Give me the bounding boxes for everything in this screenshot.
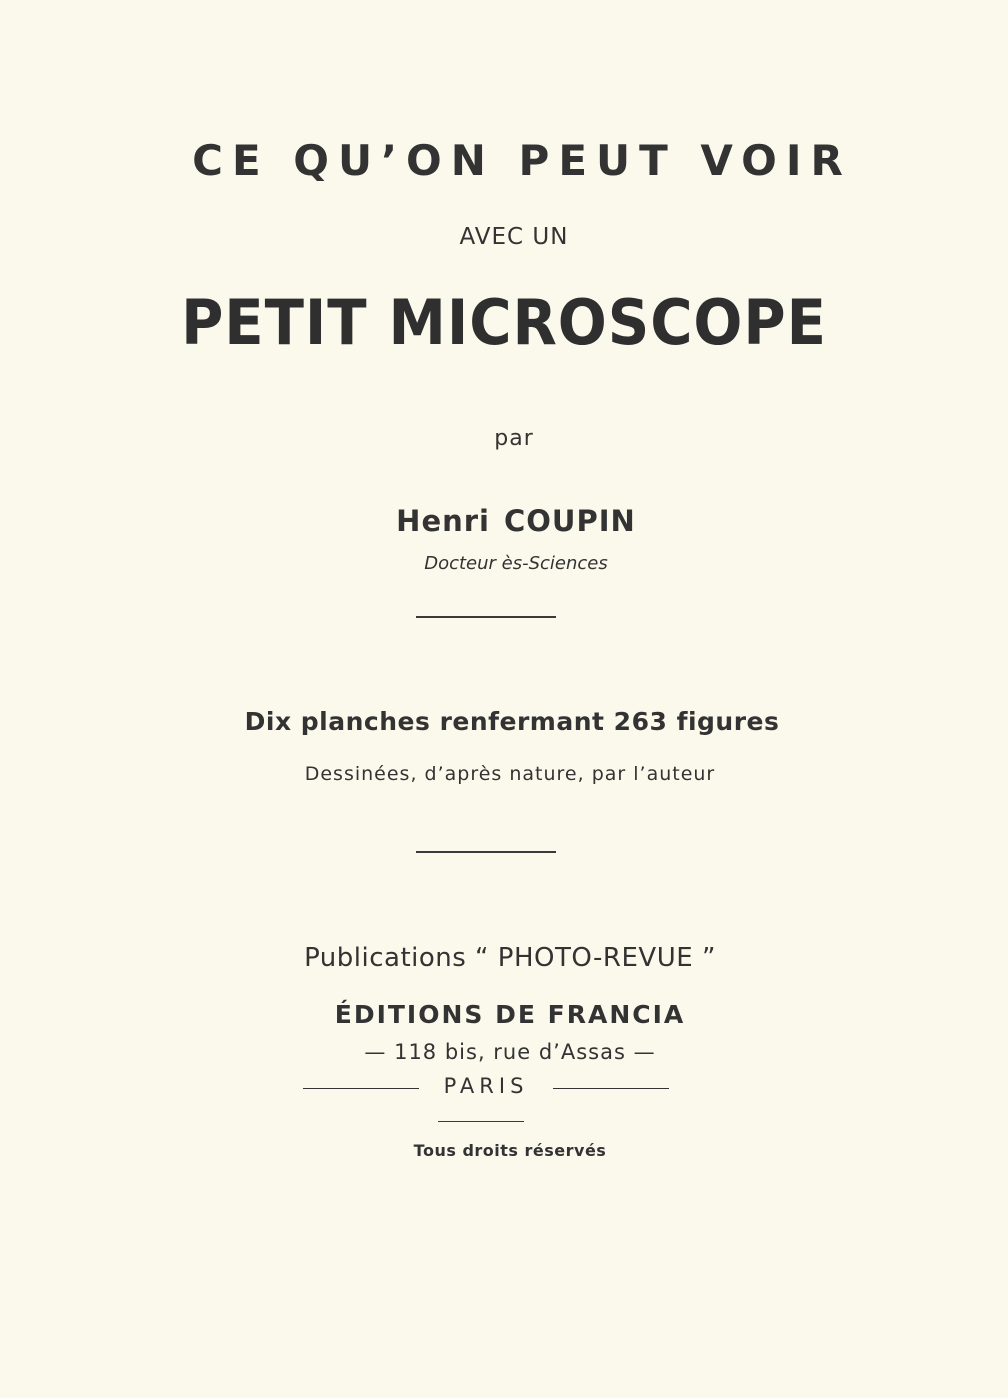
publisher-address: — 118 bis, rue d’Assas — [364,1040,656,1064]
city-rule-right [553,1088,669,1089]
publisher-city-row [0,1074,1008,1104]
title-main: PETIT MICROSCOPE [181,286,827,359]
divider-rule [416,616,556,618]
divider-rule [438,1121,524,1122]
title-line-2: AVEC UN [459,224,569,250]
author-degree: Docteur ès-Sciences [424,553,608,574]
city-rule-left [303,1088,419,1089]
divider-rule [416,851,556,853]
plates-description: Dix planches renfermant 263 figures [244,707,780,736]
publisher-name: ÉDITIONS DE FRANCIA [334,1000,686,1029]
publisher-city: PARIS [443,1074,529,1098]
title-line-1: CE QU’ON PEUT VOIR [192,136,852,185]
drawn-by-note: Dessinées, d’après nature, par l’auteur [304,763,716,785]
author-last-name: COUPIN [504,504,636,538]
publication-series: Publications “ PHOTO-REVUE ” [304,943,716,973]
rights-notice: Tous droits réservés [413,1141,607,1160]
author-first-name: Henri [396,504,490,538]
author-name [0,504,1008,538]
by-word: par [494,426,534,451]
